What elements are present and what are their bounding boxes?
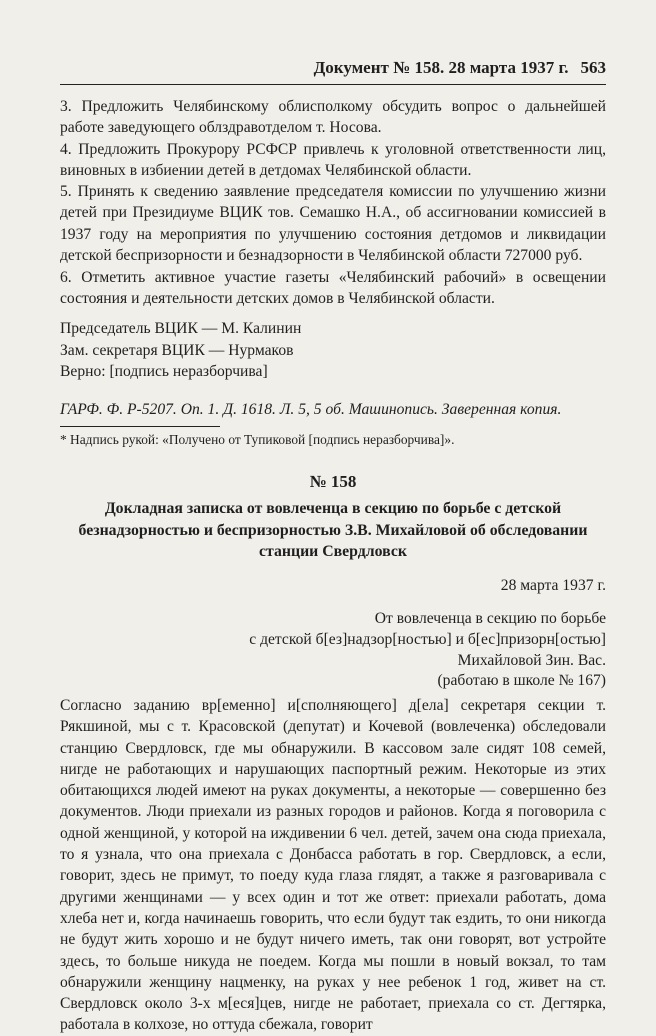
header-title: Документ № 158. 28 марта 1937 г. [313,58,569,77]
page-number: 563 [580,58,606,77]
addressee-line: с детской б[ез]надзор[ностью] и б[ес]призорн[остью] [249,630,606,648]
addressee-line: Михайловой Зин. Вас. [457,651,606,669]
header-rule [60,84,606,85]
resolution-item-5: 5. Принять к сведению заявление председателя комиссии по улучшению жизни детей при Президиуме ВЦИК тов. Семашко Н.А., об ассигновании комиссией в 1937 году на мероприятия по улучшению состояния детдомов и ликвидации детской беспризорности и безнадзорности в Челябинской области 727000 руб. [60,183,606,265]
addressee-line: От вовлеченца в секцию по борьбе [374,610,606,627]
addressee-block [186,609,606,692]
signature-deputy-secretary: Зам. секретаря ВЦИК — Нурмаков [60,342,294,359]
document-number: № 158 [309,472,357,491]
addressee-line: (работаю в школе № 167) [437,672,606,690]
running-header [300,58,606,78]
footnote: * Надпись рукой: «Получено от Тупиковой [подпись неразборчива]». [60,432,455,447]
document-title: Докладная записка от вовлеченца в секцию по борьбе с детской безнадзорностью и беспризорностью З.В. Михайловой об обследовании станции Свердловск [78,500,588,561]
resolution-item-4: 4. Предложить Прокурору РСФСР привлечь к уголовной ответственности лиц, виновных в избиении детей в детдомах Челябинской области. [60,141,606,180]
report-body: Согласно заданию вр[еменно] и[сполняющего] д[ела] секретаря секции т. Рякшиной, мы с т. Красовской (депутат) и Кочевой (вовлеченка) обследовали станцию Свердловск, где мы обнаружили. В кассовом зале сидят 108 семей, нигде не работающих и нарушающих паспортный режим. Некоторые из этих обитающихся людей имеют на руках документы, а некоторые — совершенно без документов. Люди приехали из разных городов и районов. Когда я поговорила с одной женщиной, у которой на иждивении 6 чел. детей, зачем она сюда приехала, то я узнала, что она приехала с Донбасса работать в гор. Свердловск, а если, говорит, здесь не примут, то поеду куда глаза глядят, а также я разговаривала с другими женщинами — у всех один и тот же ответ: приехали работать, дома хлеба нет и, когда начинаешь говорить, что если будут так ездить, то они никогда не будут жить хорошо и не будут ничего иметь, так они говорят, вот устройте здесь, то больше никуда не поедем. Когда мы пошли в новый вокзал, то там обнаружили женщину нацменку, на руках у нее ребенок 1 год, живет на ст. Свердловск около 3-х м[еся]цев, нигде не работает, приехала со ст. Дегтярка, работала в колхозе, но оттуда сбежала, говорит [60,697,606,1034]
document-date: 28 марта 1937 г. [500,577,606,594]
resolution-item-6: 6. Отметить активное участие газеты «Челябинский рабочий» в освещении состояния и деятельности детских домов в Челябинской области. [60,269,606,308]
signature-certified: Верно: [подпись неразборчива] [60,363,268,380]
resolution-item-3: 3. Предложить Челябинскому облисполкому обсудить вопрос о дальнейшей работе заведующего облздравотделом т. Носова. [60,98,606,137]
footnote-rule [60,426,220,427]
signature-chairman: Председатель ВЦИК — М. Калинин [60,320,302,337]
archive-source: ГАРФ. Ф. Р-5207. Оп. 1. Д. 1618. Л. 5, 5 об. Машинопись. Заверенная копия. [60,401,562,418]
